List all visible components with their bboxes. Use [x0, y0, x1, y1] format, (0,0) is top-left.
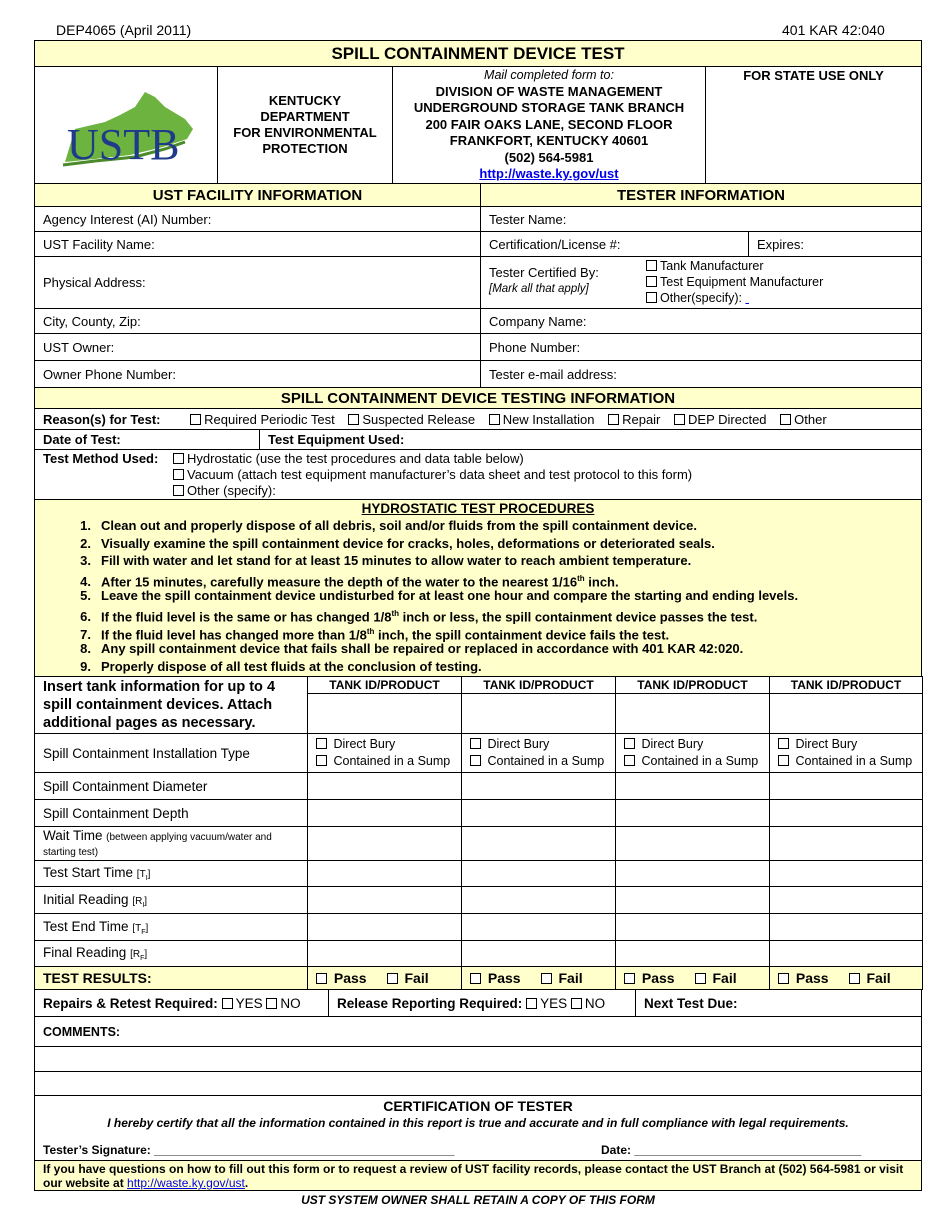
- tank-data-input[interactable]: [462, 773, 616, 800]
- reason-checkbox[interactable]: [190, 414, 201, 425]
- mail-label: Mail completed form to:: [484, 68, 614, 83]
- tank-data-input[interactable]: [308, 941, 462, 967]
- certification-statement: I hereby certify that all the information contained in this report is true and accurate and in full compliance with legal requirements.: [107, 1116, 849, 1130]
- pass-checkbox[interactable]: [778, 973, 789, 984]
- next-test-due-field[interactable]: Next Test Due:: [636, 990, 922, 1017]
- procedure-step: 1. Clean out and properly dispose of all debris, soil and/or fluids from the spill containment device.: [80, 518, 697, 533]
- tank-data-input[interactable]: [770, 861, 923, 887]
- comments-label: COMMENTS:: [35, 1017, 922, 1047]
- cert-option: Other(specify):: [646, 290, 823, 306]
- state-use-label: FOR STATE USE ONLY: [743, 68, 884, 83]
- tank-id-header: TANK ID/PRODUCT: [308, 677, 462, 694]
- repairs-cell: Repairs & Retest Required: YES NO: [35, 990, 329, 1017]
- tank-data-input[interactable]: [308, 827, 462, 861]
- mail-line: 200 FAIR OAKS LANE, SECOND FLOOR: [425, 116, 673, 132]
- tank-data-input[interactable]: [616, 827, 770, 861]
- certification-heading: CERTIFICATION OF TESTER: [383, 1098, 573, 1114]
- comments-line[interactable]: [35, 1047, 922, 1072]
- pass-checkbox[interactable]: [470, 973, 481, 984]
- reason-option: Required Periodic Test: [190, 412, 335, 427]
- tank-data-input[interactable]: [308, 773, 462, 800]
- equipment-manufacturer-checkbox[interactable]: [646, 276, 657, 287]
- tank-intro: Insert tank information for up to 4 spill containment devices. Attach additional pages as necessary.: [35, 677, 308, 734]
- form-title: SPILL CONTAINMENT DEVICE TEST: [34, 40, 922, 67]
- pass-checkbox[interactable]: [316, 973, 327, 984]
- install-type-label: Spill Containment Installation Type: [35, 734, 308, 773]
- other-cert-input[interactable]: [745, 290, 779, 306]
- reasons-row: [35, 409, 922, 430]
- certified-by-cell: [481, 257, 922, 309]
- procedure-step: 3. Fill with water and let stand for at least 15 minutes to allow water to reach ambient temperature.: [80, 553, 692, 569]
- equipment-field[interactable]: Test Equipment Used:: [260, 430, 922, 450]
- other-cert-checkbox[interactable]: [646, 292, 657, 303]
- method-option: Other (specify):: [173, 483, 692, 499]
- tank-id-input[interactable]: [616, 694, 770, 734]
- address-field[interactable]: Physical Address:: [35, 257, 481, 309]
- hydrostatic-checbox[interactable]: [173, 453, 184, 464]
- repairs-yes-checkbox[interactable]: [222, 998, 233, 1009]
- reason-checkbox[interactable]: [489, 414, 500, 425]
- tank-id-input[interactable]: [308, 694, 462, 734]
- mark-all-note: [Mark all that apply]: [489, 283, 589, 295]
- reason-option: New Installation: [489, 412, 595, 427]
- direct-bury-checkbox[interactable]: [316, 738, 327, 749]
- procedure-step: 5. Leave the spill containment device undisturbed for at least one hour and compare the starting and ending levels.: [80, 588, 799, 604]
- tank-data-input[interactable]: [308, 800, 462, 827]
- release-no-checkbox[interactable]: [571, 998, 582, 1009]
- reason-checkbox[interactable]: [674, 414, 685, 425]
- direct-bury-option: Direct Bury: [778, 736, 914, 753]
- final-reading-label: Final Reading $[R_F]$: [35, 941, 308, 967]
- repairs-no-checkbox[interactable]: [266, 998, 277, 1009]
- agency-line: PROTECTION: [262, 141, 348, 156]
- reason-checkbox[interactable]: [780, 414, 791, 425]
- reason-option: DEP Directed: [674, 412, 767, 427]
- tank-data-input[interactable]: [462, 914, 616, 941]
- method-options: [173, 451, 692, 499]
- company-field[interactable]: Company Name:: [481, 309, 922, 334]
- tester-email-field[interactable]: Tester e-mail address:: [481, 361, 922, 388]
- result-cell: Pass Fail: [462, 967, 616, 990]
- fail-checkbox[interactable]: [541, 973, 552, 984]
- tank-manufacturer-checkbox[interactable]: [646, 260, 657, 271]
- mail-cell: [393, 67, 706, 184]
- logo-cell: [35, 67, 218, 184]
- form-number: DEP4065 (April 2011): [56, 22, 192, 38]
- cert-option: Test Equipment Manufacturer: [646, 274, 823, 290]
- mail-phone: (502) 564-5981: [504, 149, 594, 165]
- procedure-step: 8. Any spill containment device that fails shall be repaired or replaced in accordance with 401 KAR 42:020.: [80, 641, 744, 657]
- direct-bury-option: Direct Bury: [624, 736, 761, 753]
- release-yes-checkbox[interactable]: [526, 998, 537, 1009]
- procedure-step: 6. If the fluid level is the same or has changed 1/8th inch or less, the spill containment device passes the test.: [80, 608, 758, 625]
- tank-data-input[interactable]: [770, 887, 923, 914]
- facility-name-field[interactable]: UST Facility Name:: [35, 232, 481, 257]
- tester-name-field[interactable]: Tester Name:: [481, 207, 922, 232]
- agency-line: DEPARTMENT: [260, 109, 350, 124]
- pass-checkbox[interactable]: [624, 973, 635, 984]
- tank-id-header: TANK ID/PRODUCT: [770, 677, 923, 694]
- sump-option: Contained in a Sump: [470, 753, 607, 770]
- comments-line[interactable]: [35, 1072, 922, 1096]
- tank-data-input[interactable]: [308, 914, 462, 941]
- city-field[interactable]: City, County, Zip:: [35, 309, 481, 334]
- result-cell: Pass Fail: [770, 967, 923, 990]
- certified-by-label: Tester Certified By:: [489, 265, 599, 280]
- start-time-label: Test Start Time $[T_I]$: [35, 861, 308, 887]
- end-time-label: Test End Time $[T_F]$: [35, 914, 308, 941]
- regulation: 401 KAR 42:040: [782, 22, 885, 38]
- testing-info-table: [34, 387, 922, 500]
- release-cell: Release Reporting Required: YES NO: [329, 990, 636, 1017]
- tank-data-input[interactable]: [462, 887, 616, 914]
- retain-notice: UST SYSTEM OWNER SHALL RETAIN A COPY OF THIS FORM: [301, 1193, 655, 1207]
- initial-reading-label: Initial Reading $[R_I]$: [35, 887, 308, 914]
- method-option: Vacuum (attach test equipment manufacturer’s data sheet and test protocol to this form): [173, 467, 692, 483]
- tester-phone-field[interactable]: Phone Number:: [481, 334, 922, 361]
- tank-data-input[interactable]: [616, 800, 770, 827]
- cert-date-field[interactable]: Date: __________________________________: [601, 1143, 862, 1157]
- agency-line: FOR ENVIRONMENTAL: [233, 125, 377, 140]
- tank-table: [34, 676, 923, 990]
- tank-data-input[interactable]: [462, 861, 616, 887]
- sump-checkbox[interactable]: [316, 755, 327, 766]
- testing-heading: SPILL CONTAINMENT DEVICE TESTING INFORMATION: [35, 388, 922, 409]
- signature-field[interactable]: Tester’s Signature: _____________________________________________: [43, 1143, 455, 1157]
- footer-url-link[interactable]: http://waste.ky.gov/ust: [127, 1176, 245, 1190]
- vacuum-checkbox[interactable]: [173, 469, 184, 480]
- sump-option: Contained in a Sump: [778, 753, 914, 770]
- method-cell: [35, 450, 922, 500]
- wait-time-label: Wait Time (between applying vacuum/water and starting test): [35, 827, 308, 861]
- sump-checkbox[interactable]: [624, 755, 635, 766]
- reason-option: Repair: [608, 412, 660, 427]
- header-block: [34, 66, 922, 184]
- tank-id-input[interactable]: [770, 694, 923, 734]
- comments-table: [34, 1016, 922, 1096]
- tank-id-header: TANK ID/PRODUCT: [462, 677, 616, 694]
- agency-cell: [218, 67, 393, 184]
- depth-label: Spill Containment Depth: [35, 800, 308, 827]
- direct-bury-checkbox[interactable]: [778, 738, 789, 749]
- reasons-label: Reason(s) for Test:: [43, 411, 161, 427]
- form: [34, 40, 922, 1207]
- direct-bury-checkbox[interactable]: [624, 738, 635, 749]
- reason-checkbox[interactable]: [608, 414, 619, 425]
- procedures-list: [35, 517, 921, 675]
- repairs-table: [34, 989, 922, 1017]
- tank-data-input[interactable]: [770, 941, 923, 967]
- logo-text: USTB: [67, 120, 180, 169]
- agency-line: KENTUCKY: [268, 93, 342, 108]
- sump-checkbox[interactable]: [470, 755, 481, 766]
- sump-option: Contained in a Sump: [316, 753, 453, 770]
- method-label: Test Method Used:: [43, 451, 159, 466]
- direct-bury-option: Direct Bury: [470, 736, 607, 753]
- sump-checkbox[interactable]: [778, 755, 789, 766]
- tank-data-input[interactable]: [308, 887, 462, 914]
- tank-data-input[interactable]: [616, 861, 770, 887]
- mail-line: DIVISION OF WASTE MANAGEMENT: [435, 83, 663, 99]
- tank-id-input[interactable]: [462, 694, 616, 734]
- test-results-label: TEST RESULTS:: [35, 967, 308, 990]
- mail-line: FRANKFORT, KENTUCKY 40601: [449, 133, 649, 149]
- facility-heading: UST FACILITY INFORMATION: [35, 184, 481, 207]
- expires-field[interactable]: Expires:: [749, 232, 922, 257]
- ustb-logo-icon: [35, 67, 216, 180]
- method-option: Hydrostatic (use the test procedures and data table below): [173, 451, 692, 467]
- facility-tester-table: [34, 183, 922, 388]
- diameter-label: Spill Containment Diameter: [35, 773, 308, 800]
- install-type-cell: [770, 734, 923, 773]
- tank-data-input[interactable]: [770, 827, 923, 861]
- tank-data-input[interactable]: [770, 773, 923, 800]
- certified-by-options: [646, 258, 823, 306]
- tank-data-input[interactable]: [616, 773, 770, 800]
- footer-note: If you have questions on how to fill out this form or to request a review of UST facility records, please contact the UST Branch at (502) 564-5981 or visit our website at http://waste.ky.gov/ust.: [34, 1160, 922, 1191]
- tank-data-input[interactable]: [770, 800, 923, 827]
- tank-data-input[interactable]: [308, 861, 462, 887]
- reason-checkbox[interactable]: [348, 414, 359, 425]
- tank-data-input[interactable]: [616, 887, 770, 914]
- direct-bury-option: Direct Bury: [316, 736, 453, 753]
- other-method-checkbox[interactable]: [173, 485, 184, 496]
- procedure-step: 4. After 15 minutes, carefully measure the depth of the water to the nearest 1/16th inch.: [80, 573, 619, 590]
- ai-number-field[interactable]: Agency Interest (AI) Number:: [35, 207, 481, 232]
- reason-option: Suspected Release: [348, 412, 475, 427]
- owner-field[interactable]: UST Owner:: [35, 334, 481, 361]
- result-cell: Pass Fail: [308, 967, 462, 990]
- reason-option: Other: [780, 412, 827, 427]
- tank-data-input[interactable]: [616, 914, 770, 941]
- procedure-step: 7. If the fluid level has changed more than 1/8th inch, the spill containment device fails the test.: [80, 626, 670, 642]
- procedure-step: 2. Visually examine the spill containment device for cracks, holes, deformations or deteriorated seals.: [80, 535, 715, 551]
- tank-id-header: TANK ID/PRODUCT: [616, 677, 770, 694]
- result-cell: Pass Fail: [616, 967, 770, 990]
- procedures-heading: HYDROSTATIC TEST PROCEDURES: [361, 501, 595, 516]
- tank-data-input[interactable]: [462, 941, 616, 967]
- certification-block: [34, 1095, 922, 1161]
- sump-option: Contained in a Sump: [624, 753, 761, 770]
- certification-field[interactable]: Certification/License #:: [481, 232, 749, 257]
- tank-data-input[interactable]: [462, 827, 616, 861]
- install-type-cell: [616, 734, 770, 773]
- tank-data-input[interactable]: [462, 800, 616, 827]
- tester-heading: TESTER INFORMATION: [481, 184, 922, 207]
- mail-line: UNDERGROUND STORAGE TANK BRANCH: [413, 100, 685, 116]
- mail-url-link[interactable]: http://waste.ky.gov/ust: [479, 166, 619, 182]
- state-use-cell: [706, 67, 922, 184]
- fail-checkbox[interactable]: [695, 973, 706, 984]
- fail-checkbox[interactable]: [849, 973, 860, 984]
- procedure-step: 9. Properly dispose of all test fluids at the conclusion of testing.: [80, 658, 482, 674]
- fail-checkbox[interactable]: [387, 973, 398, 984]
- install-type-cell: [308, 734, 462, 773]
- install-type-cell: [462, 734, 616, 773]
- owner-phone-field[interactable]: Owner Phone Number:: [35, 361, 481, 388]
- date-of-test-field[interactable]: Date of Test:: [35, 430, 260, 450]
- tank-data-input[interactable]: [770, 914, 923, 941]
- cert-option: Tank Manufacturer: [646, 258, 823, 274]
- tank-data-input[interactable]: [616, 941, 770, 967]
- direct-bury-checkbox[interactable]: [470, 738, 481, 749]
- procedures-block: [34, 499, 922, 677]
